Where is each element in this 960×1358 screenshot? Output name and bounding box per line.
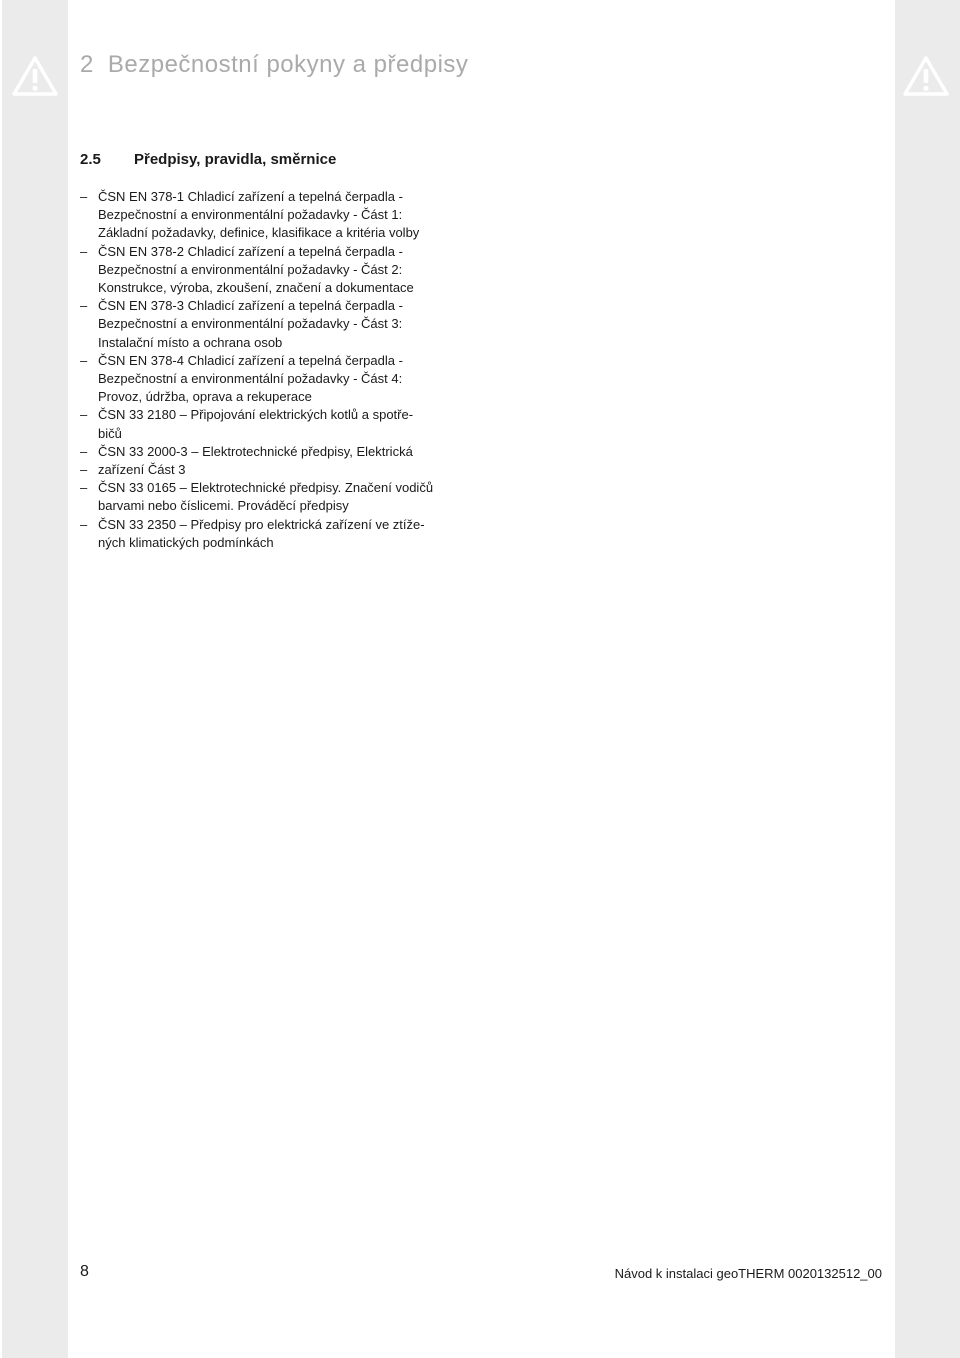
section-heading — [80, 151, 336, 168]
list-item-line: bičů — [98, 425, 122, 441]
list-item-line: Bezpečnostní a environmentální požadavky - Část 4: — [98, 371, 403, 387]
list-item-line: Základní požadavky, definice, klasifikace a kritéria volby — [98, 225, 420, 241]
list-item — [80, 188, 480, 243]
section-number: 2.5 — [80, 151, 101, 168]
list-item-line: barvami nebo číslicemi. Prováděcí předpisy — [98, 498, 349, 514]
list-item-line: ČSN EN 378-4 Chladicí zařízení a tepelná čerpadla - — [98, 352, 403, 368]
list-dash: – — [80, 352, 88, 368]
list-item-line: ČSN EN 378-2 Chladicí zařízení a tepelná čerpadla - — [98, 243, 403, 259]
list-dash: – — [80, 480, 88, 496]
right-margin-bar — [895, 0, 960, 1358]
list-item — [80, 516, 480, 552]
list-item-line: ČSN EN 378-1 Chladicí zařízení a tepelná čerpadla - — [98, 189, 403, 204]
list-item — [80, 406, 480, 442]
list-item-line: Konstrukce, výroba, zkoušení, značení a dokumentace — [98, 280, 414, 296]
list-item — [80, 443, 480, 461]
list-item — [80, 479, 480, 515]
chapter-header — [80, 51, 468, 79]
list-dash: – — [80, 516, 88, 532]
section-title: Předpisy, pravidla, směrnice — [134, 151, 337, 168]
list-item-line: ČSN 33 2350 – Předpisy pro elektrická zařízení ve ztíže- — [98, 516, 425, 532]
list-item-line: Bezpečnostní a environmentální požadavky - Část 1: — [98, 207, 403, 223]
list-item — [80, 243, 480, 298]
list-item-line: Instalační místo a ochrana osob — [98, 334, 283, 350]
standards-list — [80, 188, 480, 552]
list-item — [80, 461, 480, 479]
list-dash: – — [80, 443, 88, 459]
warning-triangle-icon — [10, 54, 60, 98]
list-dash: – — [80, 407, 88, 423]
list-item-line: Bezpečnostní a environmentální požadavky - Část 3: — [98, 316, 403, 332]
list-dash: – — [80, 462, 88, 478]
list-dash: – — [80, 189, 88, 204]
list-item-line: ČSN 33 2180 – Připojování elektrických kotlů a spotře- — [98, 407, 414, 423]
list-item-line: ČSN 33 2000-3 – Elektrotechnické předpisy, Elektrická — [98, 443, 413, 459]
list-item — [80, 297, 480, 352]
list-item — [80, 352, 480, 407]
list-item-line: ČSN 33 0165 – Elektrotechnické předpisy. Značení vodičů — [98, 480, 434, 496]
document-reference: Návod k instalaci geoTHERM 0020132512_00 — [614, 1266, 882, 1281]
left-margin-bar — [2, 0, 68, 1358]
list-item-line: ČSN EN 378-3 Chladicí zařízení a tepelná čerpadla - — [98, 298, 403, 314]
list-item-line: zařízení Část 3 — [98, 462, 186, 478]
warning-triangle-icon — [901, 54, 951, 98]
chapter-number: 2 — [80, 51, 94, 78]
list-item-line: Bezpečnostní a environmentální požadavky - Část 2: — [98, 261, 403, 277]
list-dash: – — [80, 298, 88, 314]
list-item-line: Provoz, údržba, oprava a rekuperace — [98, 389, 312, 405]
list-dash: – — [80, 243, 88, 259]
list-item-line: ných klimatických podmínkách — [98, 534, 274, 550]
chapter-title: Bezpečnostní pokyny a předpisy — [107, 51, 469, 78]
page-number: 8 — [80, 1263, 89, 1280]
